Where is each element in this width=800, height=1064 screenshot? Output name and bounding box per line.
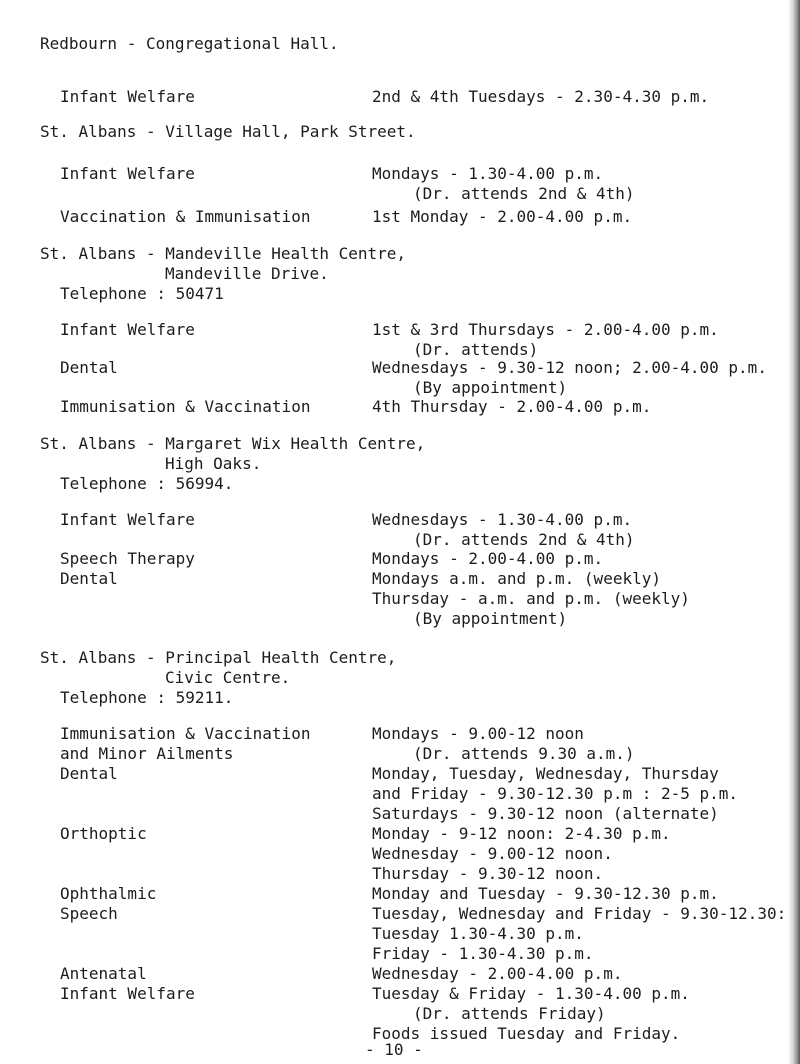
service-times: (Dr. attends 2nd & 4th) [413,530,635,549]
service-times: Tuesday & Friday - 1.30-4.00 p.m. [372,984,690,1003]
section-heading: St. Albans - Margaret Wix Health Centre, [40,434,426,453]
service-times: Wednesdays - 1.30-4.00 p.m. [372,510,633,529]
service-label: Infant Welfare [60,164,195,183]
service-times: (By appointment) [413,378,568,397]
service-times: Foods issued Tuesday and Friday. [372,1024,681,1043]
service-times: and Friday - 9.30-12.30 p.m : 2-5 p.m. [372,784,739,803]
service-times: Thursday - a.m. and p.m. (weekly) [372,589,690,608]
service-times: Friday - 1.30-4.30 p.m. [372,944,594,963]
service-label: Infant Welfare [60,510,195,529]
service-times: 1st Monday - 2.00-4.00 p.m. [372,207,633,226]
service-label: and Minor Ailments [60,744,234,763]
service-times: Mondays a.m. and p.m. (weekly) [372,569,661,588]
service-times: Mondays - 1.30-4.00 p.m. [372,164,604,183]
service-label: Immunisation & Vaccination [60,397,311,416]
section-heading: St. Albans - Village Hall, Park Street. [40,122,416,141]
service-times: Thursday - 9.30-12 noon. [372,864,604,883]
service-times: Mondays - 9.00-12 noon [372,724,584,743]
service-times: (Dr. attends 2nd & 4th) [413,184,635,203]
section-address: Mandeville Drive. [165,264,329,283]
service-times: Tuesday, Wednesday and Friday - 9.30-12.30: [372,904,787,923]
service-times: Monday, Tuesday, Wednesday, Thursday [372,764,719,783]
section-heading: St. Albans - Mandeville Health Centre, [40,244,407,263]
service-label: Ophthalmic [60,884,157,903]
service-times: 1st & 3rd Thursdays - 2.00-4.00 p.m. [372,320,719,339]
service-label: Dental [60,358,118,377]
service-label: Infant Welfare [60,87,195,106]
service-label: Speech [60,904,118,923]
service-times: Mondays - 2.00-4.00 p.m. [372,549,604,568]
service-label: Dental [60,764,118,783]
service-label: Orthoptic [60,824,147,843]
section-heading: Redbourn - Congregational Hall. [40,34,339,53]
service-times: Wednesdays - 9.30-12 noon; 2.00-4.00 p.m. [372,358,767,377]
section-telephone: Telephone : 50471 [60,284,224,303]
service-label: Dental [60,569,118,588]
section-address: High Oaks. [165,454,262,473]
service-times: Wednesday - 9.00-12 noon. [372,844,613,863]
section-heading: St. Albans - Principal Health Centre, [40,648,397,667]
service-label: Vaccination & Immunisation [60,207,311,226]
section-address: Civic Centre. [165,668,291,687]
service-times: (Dr. attends Friday) [413,1004,606,1023]
service-times: Tuesday 1.30-4.30 p.m. [372,924,584,943]
service-times: (Dr. attends 9.30 a.m.) [413,744,635,763]
section-telephone: Telephone : 56994. [60,474,234,493]
service-times: Wednesday - 2.00-4.00 p.m. [372,964,623,983]
service-label: Antenatal [60,964,147,983]
scanned-page-edge [788,0,800,1064]
service-times: Saturdays - 9.30-12 noon (alternate) [372,804,719,823]
service-times: (Dr. attends) [413,340,539,359]
service-label: Infant Welfare [60,320,195,339]
service-label: Speech Therapy [60,549,195,568]
service-label: Infant Welfare [60,984,195,1003]
service-times: 2nd & 4th Tuesdays - 2.30-4.30 p.m. [372,87,710,106]
service-times: Monday and Tuesday - 9.30-12.30 p.m. [372,884,719,903]
page-number: - 10 - [365,1040,423,1059]
service-times: Monday - 9-12 noon: 2-4.30 p.m. [372,824,671,843]
service-times: (By appointment) [413,609,568,628]
section-telephone: Telephone : 59211. [60,688,234,707]
service-label: Immunisation & Vaccination [60,724,311,743]
service-times: 4th Thursday - 2.00-4.00 p.m. [372,397,652,416]
